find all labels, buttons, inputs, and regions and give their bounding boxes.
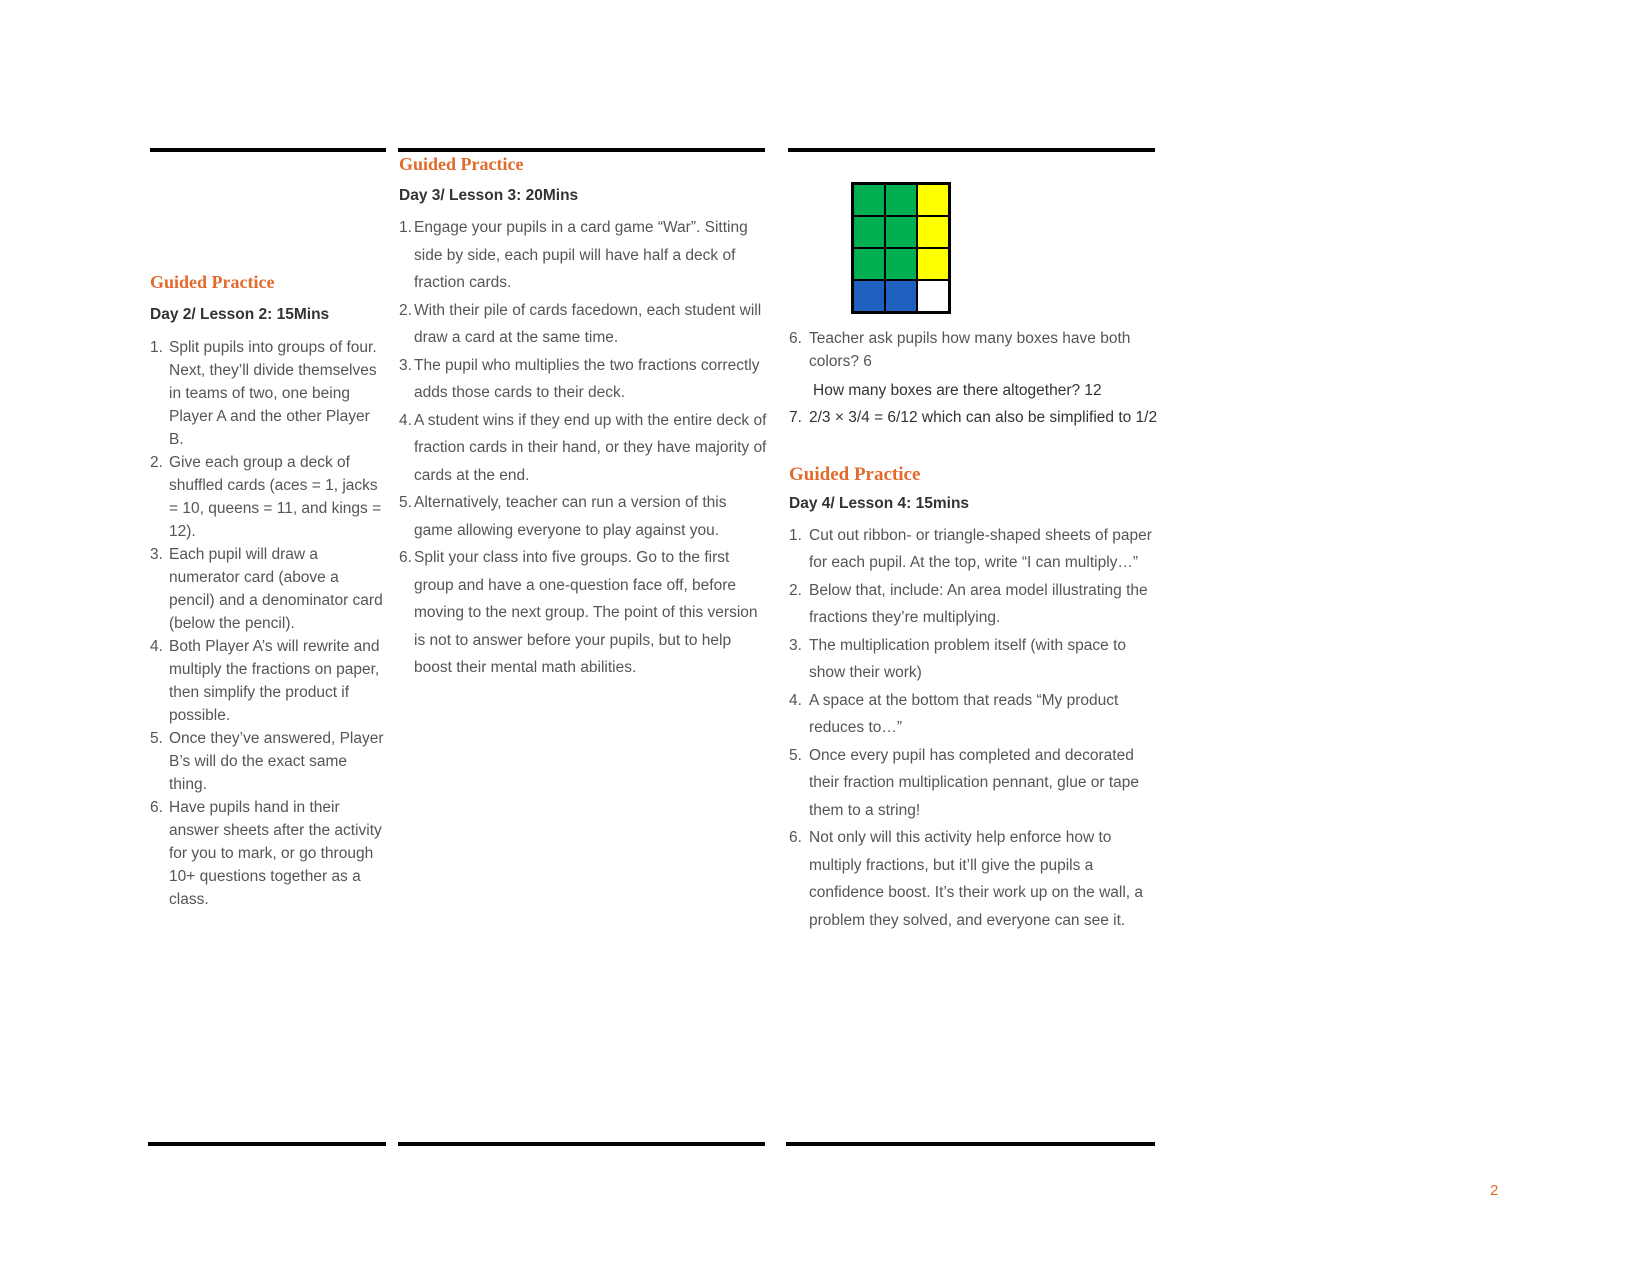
list-item: 2. Give each group a deck of shuffled cards (aces = 1, jacks = 10, queens = 11, and kings = 12). <box>150 454 382 540</box>
column-day-3 <box>399 153 769 682</box>
grid-cell-blue <box>885 280 917 312</box>
list-item: 3. Each pupil will draw a numerator card (above a pencil) and a denominator card (below the pencil). <box>150 546 383 632</box>
list-item: 2. Below that, include: An area model illustrating the fractions they’re multiplying. <box>789 581 1148 626</box>
grid-cell-white <box>917 280 949 312</box>
simplification-step <box>789 404 1159 432</box>
list-item: 1. Cut out ribbon- or triangle-shaped sheets of paper for each pupil. At the top, write “I can multiply…” <box>789 526 1152 571</box>
section-heading: Guided Practice <box>399 154 524 174</box>
grid-cell-green <box>885 216 917 248</box>
lesson-subheading: Day 4/ Lesson 4: 15mins <box>789 494 970 512</box>
top-rule-column-3 <box>788 148 1155 152</box>
list-item: 1. Engage your pupils in a card game “War”. Sitting side by side, each pupil will have half a deck of fraction cards. <box>399 219 748 291</box>
section-heading: Guided Practice <box>789 463 921 485</box>
list-item: 5. Once they’ve answered, Player B’s will do the exact same thing. <box>150 730 384 793</box>
list-item: 3. The multiplication problem itself (with space to show their work) <box>789 636 1127 681</box>
column-day-2 <box>150 271 388 911</box>
instruction-list <box>789 522 1159 935</box>
list-item: 6. Split your class into five groups. Go to the first group and have a one-question face off, before moving to the next group. The point of this version is not to answer before your pupils, but to help boost their mental math abilities. <box>399 549 758 676</box>
lesson-subheading: Day 3/ Lesson 3: 20Mins <box>399 187 579 204</box>
fraction-area-model-grid <box>851 182 951 314</box>
list-item: 3. The pupil who multiplies the two fractions correctly adds those cards to their deck. <box>399 356 760 401</box>
list-item: 4. A space at the bottom that reads “My product reduces to…” <box>789 691 1119 736</box>
top-rule-column-2 <box>398 148 765 152</box>
bottom-rule-column-2 <box>398 1142 765 1146</box>
grid-cell-green <box>885 248 917 280</box>
page-number: 2 <box>1490 1182 1499 1199</box>
area-model-questions <box>789 327 1159 373</box>
top-rule-column-1 <box>150 148 386 152</box>
list-item: 4. A student wins if they end up with the entire deck of fraction cards in their hand, or they have majority of cards at the end. <box>399 411 767 484</box>
list-item: 4. Both Player A’s will rewrite and multiply the fractions on paper, then simplify the product if possible. <box>150 638 380 724</box>
instruction-list <box>399 214 769 682</box>
total-boxes-question: How many boxes are there altogether? 12 <box>813 382 1102 399</box>
lesson-subheading: Day 2/ Lesson 2: 15Mins <box>150 306 330 323</box>
list-item: 6. Have pupils hand in their answer sheets after the activity for you to mark, or go through 10+ questions together as a class. <box>150 799 382 908</box>
grid-cell-yellow <box>917 184 949 216</box>
grid-cell-blue <box>853 280 885 312</box>
list-item: 6. Teacher ask pupils how many boxes have both colors? 6 <box>789 330 1131 370</box>
instruction-list <box>150 336 388 911</box>
grid-cell-yellow <box>917 216 949 248</box>
section-heading: Guided Practice <box>150 272 275 292</box>
list-item: 6. Not only will this activity help enforce how to multiply fractions, but it’ll give the pupils a confidence boost. It’s their work up on the wall, a problem they solved, and everyone can see it. <box>789 829 1144 929</box>
list-item: 7. 2/3 × 3/4 = 6/12 which can also be simplified to 1/2 <box>789 409 1158 426</box>
grid-cell-green <box>853 248 885 280</box>
grid-cell-green <box>853 184 885 216</box>
list-item: 5. Alternatively, teacher can run a version of this game allowing everyone to play against you. <box>399 494 727 539</box>
bottom-rule-column-1 <box>148 1142 386 1146</box>
list-item: 1. Split pupils into groups of four. Next, they’ll divide themselves in teams of two, one being Player A and the other Player B. <box>150 339 377 448</box>
list-item: 2. With their pile of cards facedown, each student will draw a card at the same time. <box>399 301 762 346</box>
list-item: 5. Once every pupil has completed and decorated their fraction multiplication pennant, glue or tape them to a string! <box>789 746 1140 819</box>
grid-cell-green <box>885 184 917 216</box>
bottom-rule-column-3 <box>786 1142 1155 1146</box>
column-day-4 <box>789 327 1159 934</box>
grid-cell-green <box>853 216 885 248</box>
grid-cell-yellow <box>917 248 949 280</box>
